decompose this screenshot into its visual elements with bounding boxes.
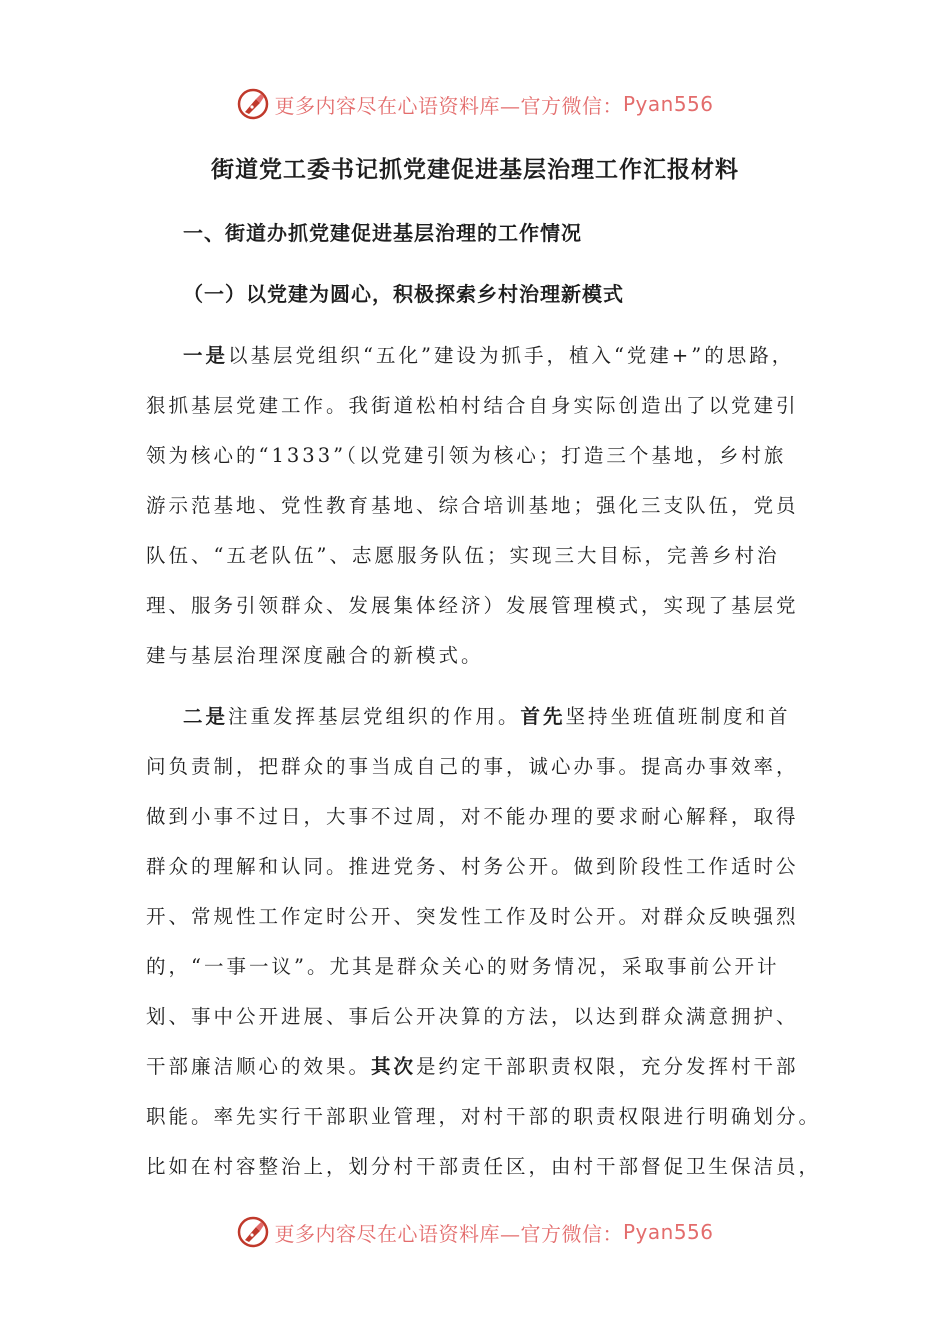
paragraph-line: 的，“一事一议”。尤其是群众关心的财务情况，采取事前公开计 (146, 955, 780, 978)
banner-text: 更多内容尽在心语资料库—官方微信： (274, 1221, 623, 1246)
emphasis-term: 首先 (520, 705, 566, 728)
document-title: 街道党工委书记抓党建促进基层治理工作汇报材料 (211, 156, 739, 183)
paragraph-1 (146, 331, 826, 681)
pen-nib-logo-icon (236, 87, 270, 121)
paragraph-line: 建与基层治理深度融合的新模式。 (146, 644, 484, 667)
paragraph-line: 比如在村容整治上，划分村干部责任区，由村干部督促卫生保洁员， (146, 1155, 822, 1178)
paragraph-line: 二是注重发挥基层党组织的作用。首先坚持坐班值班制度和首 (183, 705, 791, 728)
subsection-heading: （一）以党建为圆心，积极探索乡村治理新模式 (183, 282, 624, 306)
paragraph-line: 领为核心的“1333”（以党建引领为核心；打造三个基地，乡村旅 (146, 444, 787, 467)
paragraph-line: 群众的理解和认同。推进党务、村务公开。做到阶段性工作适时公 (146, 855, 799, 878)
paragraph-line: 职能。率先实行干部职业管理，对村干部的职责权限进行明确划分。 (146, 1105, 822, 1128)
section-heading: 一、街道办抓党建促进基层治理的工作情况 (183, 221, 582, 245)
paragraph-line: 一是以基层党组织“五化”建设为抓手，植入“党建+”的思路， (183, 344, 795, 367)
paragraph-line: 做到小事不过日，大事不过周，对不能办理的要求耐心解释，取得 (146, 805, 799, 828)
paragraph-line: 理、服务引领群众、发展集体经济）发展管理模式，实现了基层党 (146, 594, 799, 617)
pen-nib-logo-icon (236, 1215, 270, 1249)
paragraph-line: 狠抓基层党建工作。我街道松柏村结合自身实际创造出了以党建引 (146, 394, 799, 417)
footer-banner (0, 1212, 950, 1252)
banner-wechat-id: Pyan556 (622, 92, 714, 116)
paragraph-line: 开、常规性工作定时公开、突发性工作及时公开。对群众反映强烈 (146, 905, 799, 928)
paragraph-line: 干部廉洁顺心的效果。其次是约定干部职责权限，充分发挥村干部 (146, 1055, 799, 1078)
paragraph-line: 问负责制，把群众的事当成自己的事，诚心办事。提高办事效率， (146, 755, 799, 778)
emphasis-term: 其次 (371, 1055, 417, 1078)
paragraph-line: 队伍、“五老队伍”、志愿服务队伍；实现三大目标，完善乡村治 (146, 544, 780, 567)
paragraph-2 (146, 692, 826, 1192)
banner-text: 更多内容尽在心语资料库—官方微信： (274, 93, 623, 118)
header-banner (0, 84, 950, 124)
banner-wechat-id: Pyan556 (622, 1220, 714, 1244)
paragraph-line: 游示范基地、党性教育基地、综合培训基地；强化三支队伍，党员 (146, 494, 799, 517)
lead-term: 二是 (183, 705, 229, 728)
lead-term: 一是 (183, 344, 229, 367)
paragraph-line: 划、事中公开进展、事后公开决算的方法，以达到群众满意拥护、 (146, 1005, 799, 1028)
